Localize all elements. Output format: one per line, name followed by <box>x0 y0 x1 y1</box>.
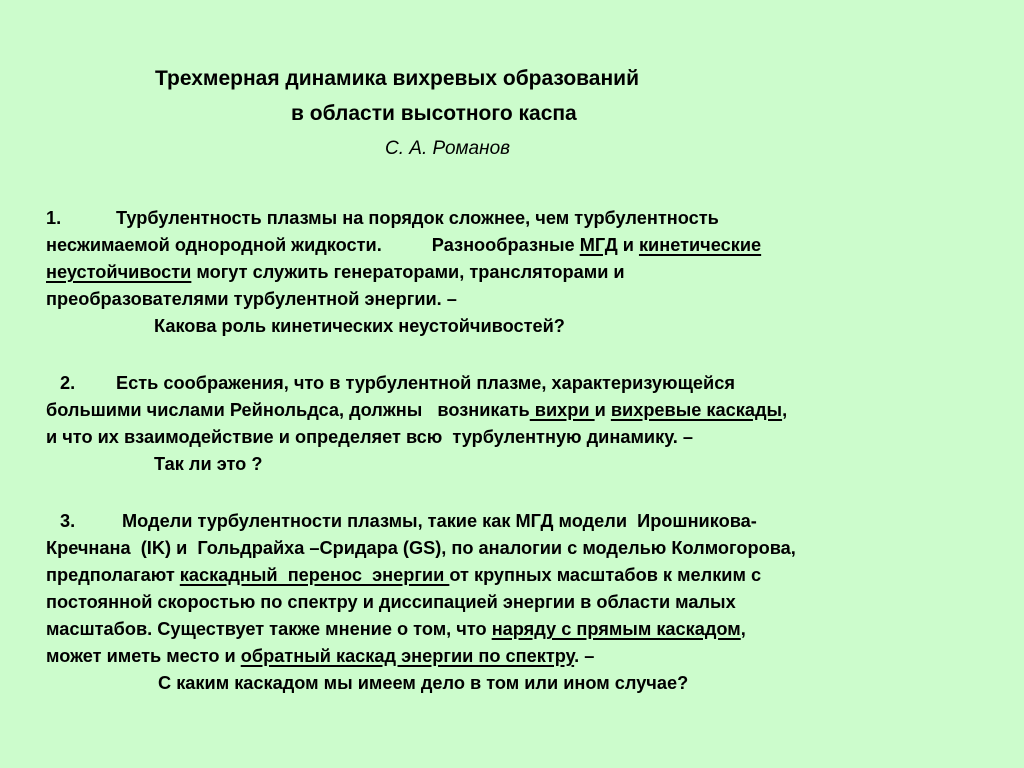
title-text-1: Трехмерная динамика вихревых образований <box>155 67 639 90</box>
point-3-text-5a: масштабов. Существует также мнение о том, что <box>46 619 492 639</box>
point-3-line-2: Кречнана (IK) и Гольдрайха –Сридара (GS), по аналогии с моделью Колмогорова, <box>46 538 796 558</box>
point-1-instability-term: неустойчивости <box>46 262 192 282</box>
point-3-number: 3. <box>60 511 76 531</box>
point-1-line-2 <box>46 232 986 259</box>
point-1-mhd-term: МГД <box>579 235 618 255</box>
point-3-text-3b: от крупных масштабов к мелким с <box>449 565 762 585</box>
point-2-question: Так ли это ? <box>154 454 263 474</box>
point-1-line-3 <box>46 259 986 286</box>
point-1-line-4: преобразователями турбулентной энергии. – <box>46 289 457 309</box>
point-3-text-6b: . – <box>574 646 595 666</box>
point-3-question: С каким каскадом мы имеем дело в том или ином случае? <box>158 673 689 693</box>
point-2-line-2 <box>46 397 986 424</box>
point-1-line-1 <box>46 205 986 232</box>
point-2 <box>46 370 986 478</box>
point-1-number: 1. <box>46 208 62 228</box>
point-1-text-2c: и <box>617 235 639 255</box>
point-3-line-5 <box>46 616 986 643</box>
point-3-cascade-transfer-term: каскадный перенос энергии <box>179 565 450 585</box>
point-2-number: 2. <box>60 373 76 393</box>
point-3-direct-cascade-term: наряду с прямым каскадом <box>491 619 741 639</box>
point-2-line-3: и что их взаимодействие и определяет всю турбулентную динамику. – <box>46 427 693 447</box>
point-2-line-1 <box>46 370 986 397</box>
point-3 <box>46 508 986 697</box>
point-1-kinetic-term: кинетические <box>638 235 762 255</box>
point-3-text-5b: , <box>740 619 746 639</box>
point-1-question: Какова роль кинетических неустойчивостей? <box>154 316 565 336</box>
point-2-cascade-term: вихревые каскады <box>610 400 783 420</box>
point-1-text-2a: несжимаемой однородной жидкости. <box>46 235 382 255</box>
point-2-text-2a: большими числами Рейнольдса, должны возникать <box>46 400 530 420</box>
point-3-line-3 <box>46 562 986 589</box>
point-1 <box>46 205 986 340</box>
point-2-vortex-term: вихри <box>529 400 595 420</box>
point-3-line-4: постоянной скоростью по спектру и диссипацией энергии в области малых <box>46 592 736 612</box>
point-3-line-6 <box>46 643 986 670</box>
point-3-inverse-cascade-term: обратный каскад энергии по спектру <box>240 646 575 666</box>
point-3-text-1: Модели турбулентности плазмы, такие как МГД модели Ирошникова- <box>122 511 757 531</box>
point-3-line-1 <box>46 508 986 535</box>
point-1-text-1: Турбулентность плазмы на порядок сложнее, чем турбулентность <box>116 208 719 228</box>
point-2-text-2d: , <box>782 400 788 420</box>
title-text-2: в области высотного каспа <box>291 102 577 125</box>
point-2-text-2c: и <box>594 400 611 420</box>
point-3-text-6a: может иметь место и <box>46 646 241 666</box>
point-1-text-2b: Разнообразные <box>431 235 580 255</box>
point-3-text-3a: предполагают <box>46 565 180 585</box>
point-1-text-3b: могут служить генераторами, трансляторами и <box>191 262 625 282</box>
author: С. А. Романов <box>385 138 511 159</box>
point-2-text-1: Есть соображения, что в турбулентной плазме, характеризующейся <box>116 373 735 393</box>
